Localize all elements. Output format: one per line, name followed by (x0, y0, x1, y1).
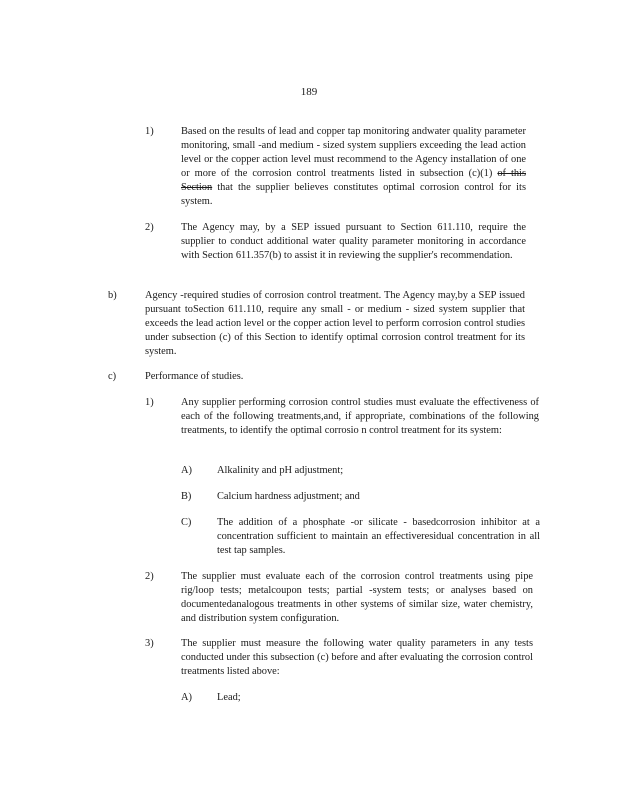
item-label: A) (181, 692, 192, 703)
item-text-part: Based on the results of lead and copper tap monitoring andwater quality parameter monitoring, small -and medium - sized system suppliers exceeding the lead action level or the copper action level must recommend to the Agency installation of one or more of the corrosion control treatments listed in subsection (c)(1) (181, 126, 526, 180)
item-text: Any supplier performing corrosion control studies must evaluate the effectiveness of each of the following treatments,and, if appropriate, combinations of the following treatments, to identify the optimal corrosio n control treatment for its system: (181, 397, 539, 437)
item-text (181, 125, 526, 210)
item-label: 1) (145, 397, 154, 408)
item-text: The Agency may, by a SEP issued pursuant to Section 611.110, require the supplier to conduct additional water quality parameter monitoring in accordance with Section 611.357(b) to assist it in reviewing the supplier's recommendation. (181, 222, 526, 262)
item-label: 2) (145, 222, 154, 233)
item-label: 3) (145, 638, 154, 649)
item-label: 1) (145, 126, 154, 137)
item-label: c) (108, 371, 117, 382)
item-label: B) (181, 491, 192, 502)
struck-text: of this Section (181, 168, 526, 194)
item-text: The supplier must evaluate each of the corrosion control treatments using pipe rig/loop tests; metalcoupon tests; partial -system tests; or analyses based on documentedanalogous treatments in other systems of similar size, water chemistry, and distribution system configuration. (181, 571, 533, 625)
item-text: The supplier must measure the following water quality parameters in any tests conducted under this subsection (c) before and after evaluating the corrosion control treatments listed above: (181, 638, 533, 678)
item-text: The addition of a phosphate -or silicate - basedcorrosion inhibitor at a concentration sufficient to maintain an effectiveresidual concentration in all test tap samples. (217, 517, 540, 557)
item-text: Calcium hardness adjustment; and (217, 491, 360, 502)
item-text-part: that the supplier believes constitutes optimal corrosion control for its system. (181, 182, 526, 208)
item-text: Performance of studies. (145, 371, 244, 382)
item-text: Agency -required studies of corrosion control treatment. The Agency may,by a SEP issued pursuant toSection 611.110, require any small - or medium - sized system supplier that exceeds the lead action level or the copper action level to perform corrosion control studies under subsection (c) of this Section to identify optimal corrosion control treatment for its system. (145, 290, 525, 358)
item-text: Alkalinity and pH adjustment; (217, 465, 344, 476)
item-label: 2) (145, 571, 154, 582)
item-label: A) (181, 465, 192, 476)
item-label: C) (181, 517, 192, 528)
item-label: b) (108, 290, 117, 301)
page-number: 189 (300, 86, 318, 98)
item-text: Lead; (217, 692, 241, 703)
